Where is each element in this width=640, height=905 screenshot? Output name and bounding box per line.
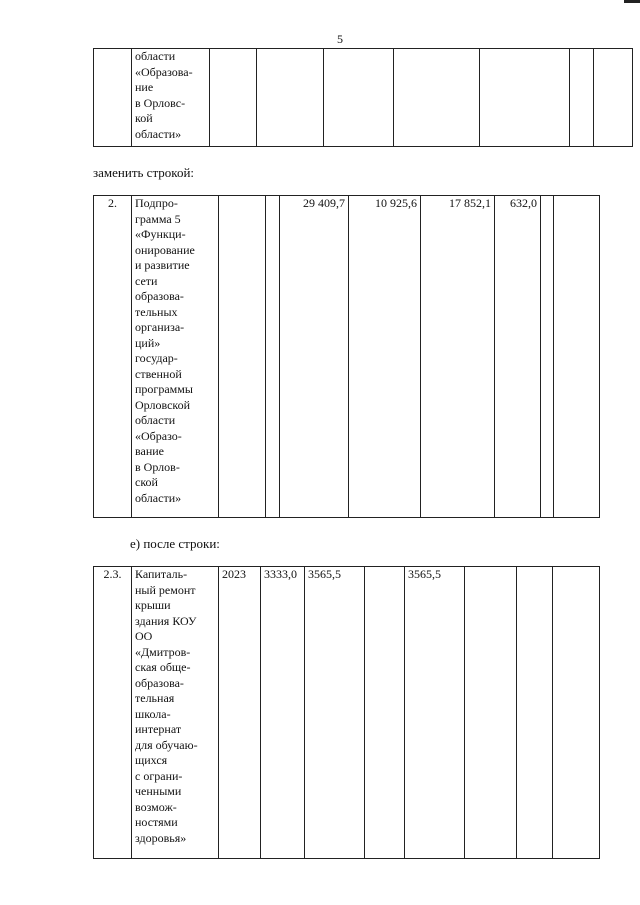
table-cell	[480, 49, 570, 147]
table-cell	[324, 49, 394, 147]
table-cell	[553, 567, 600, 859]
table-cell	[365, 567, 405, 859]
page-number: 5	[337, 32, 343, 46]
table-cell	[210, 49, 257, 147]
table-row	[94, 49, 633, 147]
table-cell: 2.3.	[94, 567, 132, 859]
table-row	[94, 567, 600, 859]
table-cell: 10 925,6	[349, 196, 421, 518]
table-cell	[570, 49, 594, 147]
table-cell	[266, 196, 280, 518]
table-cell	[541, 196, 554, 518]
table-cell	[394, 49, 480, 147]
table-cell: 3333,0	[261, 567, 305, 859]
after-row-text: е) после строки:	[130, 536, 220, 551]
table-replacement-row	[93, 195, 600, 518]
table-continued-row	[93, 48, 633, 147]
replace-with-row-text: заменить строкой:	[93, 165, 195, 180]
table-cell	[554, 196, 600, 518]
table-cell: 2.	[94, 196, 132, 518]
table-cell	[257, 49, 324, 147]
table-cell	[517, 567, 553, 859]
table-cell	[594, 49, 633, 147]
table-cell: 17 852,1	[421, 196, 495, 518]
table-cell: 3565,5	[305, 567, 365, 859]
table-cell: 29 409,7	[280, 196, 349, 518]
table-cell: 3565,5	[405, 567, 465, 859]
table-cell: 2023	[219, 567, 261, 859]
table-reference-row	[93, 566, 600, 859]
table-cell: области «Образова- ние в Орловс- кой области»	[132, 49, 210, 147]
table-cell	[94, 49, 132, 147]
table-cell	[465, 567, 517, 859]
corner-scan-mark	[624, 0, 640, 3]
table-cell: Капиталь- ный ремонт крыши здания КОУ ОО «Дмитров- ская обще- образова- тельная школа- интернат для обучаю- щихся с ограни- ченными возмож- ностями здоровья»	[132, 567, 219, 859]
table-cell: 632,0	[495, 196, 541, 518]
table-row	[94, 196, 600, 518]
table-cell: Подпро- грамма 5 «Функци- онирование и развитие сети образова- тельных организа- ций» государ- ственной программы Орловской области «Образо- вание в Орлов- ской области»	[132, 196, 219, 518]
table-cell	[219, 196, 266, 518]
